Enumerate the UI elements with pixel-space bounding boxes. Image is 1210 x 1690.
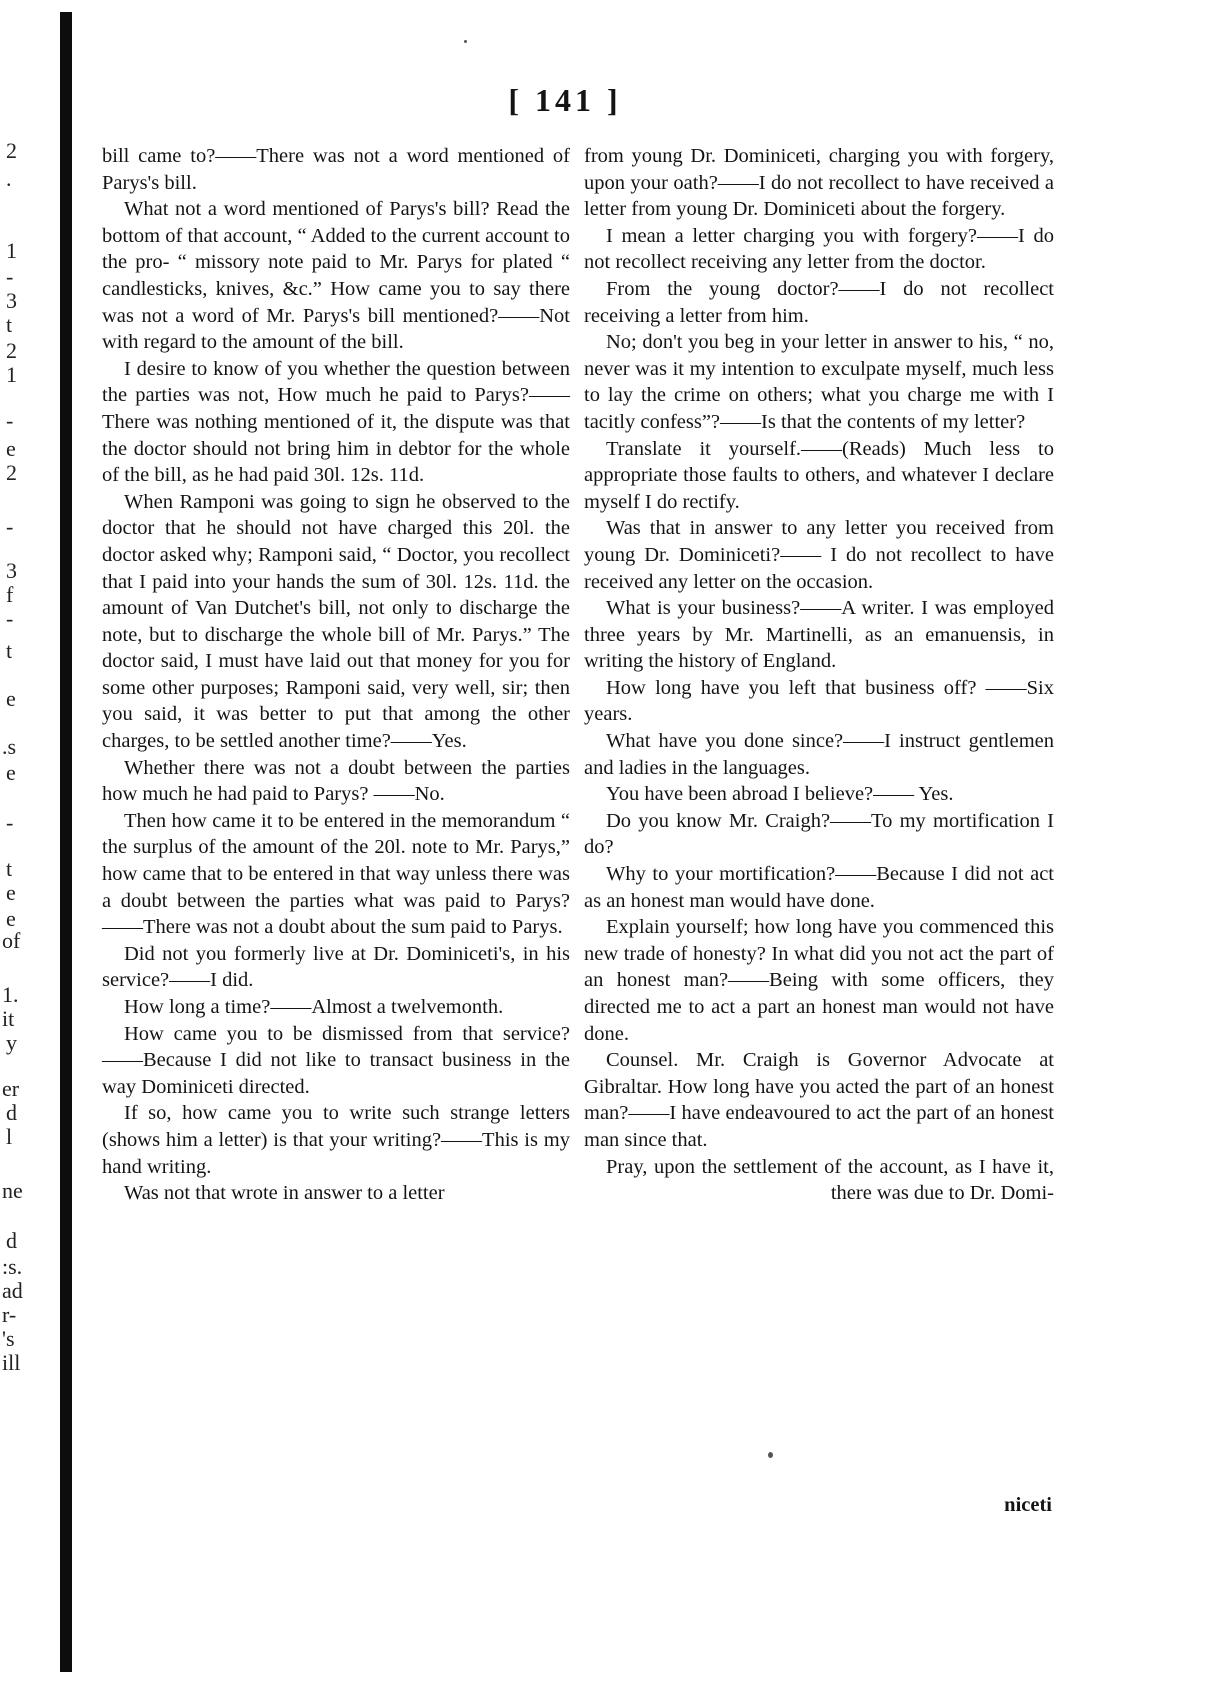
paragraph: Then how came it to be entered in the memorandum “ the surplus of the amount of the 20l. note to Mr. Parys,” how came that to be entered in that way unless there was a doubt between the parties what was paid to Parys?——There was not a doubt about the sum paid to Parys.	[102, 809, 570, 939]
paragraph: You have been abroad I believe?—— Yes.	[606, 783, 954, 806]
margin-fragment: 2	[6, 460, 17, 485]
binding-spine	[60, 12, 72, 1672]
margin-fragment: -	[6, 264, 14, 289]
margin-fragment: 3	[6, 288, 17, 313]
margin-fragment: e	[6, 436, 16, 461]
facing-page-margin	[0, 140, 50, 1580]
paragraph: From the young doctor?——I do not recollect receiving a letter from him.	[584, 277, 1054, 327]
paragraph: Counsel. Mr. Craigh is Governor Advocate at Gibraltar. How long have you acted the part of an honest man?——I have endeavoured to act the part of an honest man since that.	[584, 1049, 1054, 1151]
paragraph: bill came to?——There was not a word mentioned of Parys's bill.	[102, 145, 570, 194]
print-speck	[464, 40, 467, 43]
paragraph: Whether there was not a doubt between the parties how much he had paid to Parys? ——No.	[102, 756, 570, 806]
paragraph: Was that in answer to any letter you received from young Dr. Dominiceti?—— I do not recollect to have received any letter on the occasion.	[584, 517, 1054, 593]
paragraph: How long a time?——Almost a twelvemonth.	[124, 996, 504, 1018]
margin-fragment: e	[6, 906, 16, 931]
margin-fragment: .	[6, 166, 12, 191]
margin-fragment: of	[2, 928, 21, 953]
paragraph: No; don't you beg in your letter in answer to his, “ no, never was it my intention to exculpate myself, much less to lay the crime on others; what you charge me with I tacitly confess”?——Is that the contents of my letter?	[584, 331, 1054, 433]
margin-fragment: 2	[6, 138, 17, 163]
margin-fragment: :s.	[2, 1254, 23, 1279]
margin-fragment: 3	[6, 558, 17, 583]
paragraph: When Ramponi was going to sign he observed to the doctor that he should not have charged this 20l. the doctor asked why; Ramponi said, “ Doctor, you recollect that I paid into your hands the sum of 30l. 12s. 11d. the amount of Van Dutchet's bill, not only to discharge the note, but to discharge the whole bill of Mr. Parys.” The doctor said, I must have laid out that money for you for some other purposes; Ramponi said, very well, sir; then you said, it was better to put that among the other charges, to be settled another time?——Yes.	[102, 490, 570, 753]
margin-fragment: f	[6, 582, 14, 607]
paragraph: Did not you formerly live at Dr. Dominiceti's, in his service?——I did.	[102, 942, 570, 992]
paragraph: How came you to be dismissed from that service?——Because I did not like to transact business in the way Dominiceti directed.	[102, 1022, 570, 1098]
paragraph: I mean a letter charging you with forgery?——I do not recollect receiving any letter from the doctor.	[584, 224, 1054, 274]
paragraph: Pray, upon the settlement of the account, as I have it, there was due to Dr. Domi-	[606, 1155, 1054, 1205]
margin-fragment: l	[6, 1124, 13, 1149]
paragraph: from young Dr. Dominiceti, charging you with forgery, upon your oath?——I do not recollect to have received a letter from young Dr. Dominiceti about the forgery.	[584, 145, 1054, 221]
paragraph: If so, how came you to write such strange letters (shows him a letter) is that your writing?——This is my hand writing.	[102, 1102, 570, 1178]
margin-fragment: e	[6, 880, 16, 905]
margin-fragment: -	[6, 408, 14, 433]
print-speck	[768, 1452, 773, 1458]
margin-fragment: e	[6, 760, 16, 785]
paragraph: Translate it yourself.——(Reads) Much less to appropriate those faults to others, and whatever I declare myself I do rectify.	[584, 437, 1054, 513]
margin-fragment: e	[6, 686, 16, 711]
margin-fragment: ill	[2, 1350, 21, 1375]
margin-fragment: 1	[6, 238, 17, 263]
margin-fragment: y	[6, 1030, 17, 1055]
margin-fragment: -	[6, 514, 14, 539]
paragraph: Why to your mortification?——Because I did not act as an honest man would have done.	[584, 863, 1054, 912]
paragraph: Explain yourself; how long have you commenced this new trade of honesty? In what did you not act the part of an honest man?——Being with some officers, they directed me to act a part an honest man would not have done.	[584, 916, 1054, 1045]
paragraph: Was not that wrote in answer to a letter	[124, 1182, 445, 1205]
paragraph: I desire to know of you whether the question between the parties was not, How much he paid to Parys?——There was nothing mentioned of it, the dispute was that the doctor should not bring him in debtor for the whole of the bill, as he had paid 30l. 12s. 11d.	[102, 357, 570, 487]
paragraph: What not a word mentioned of Parys's bill? Read the bottom of that account, “ Added to the current account to the pro- “ missory note paid to Mr. Parys for plated “ candlesticks, knives, &c.” How came you to say there was not a word of Mr. Parys's bill mentioned?——Not with regard to the amount of the bill.	[102, 198, 570, 354]
margin-fragment: 1	[6, 362, 17, 387]
page-number: [ 141 ]	[508, 82, 622, 118]
paragraph: What have you done since?——I instruct gentlemen and ladies in the languages.	[584, 730, 1054, 779]
paragraph: What is your business?——A writer. I was employed three years by Mr. Martinelli, as an emanuensis, in writing the history of England.	[584, 597, 1054, 673]
margin-fragment: d	[6, 1100, 17, 1125]
margin-fragment: er	[2, 1076, 20, 1101]
margin-fragment: t	[6, 856, 13, 881]
margin-fragment: it	[2, 1006, 15, 1031]
right-column	[584, 143, 1054, 1207]
margin-fragment: 1.	[2, 982, 19, 1007]
margin-fragment: 's	[2, 1326, 15, 1351]
margin-fragment: 2	[6, 338, 17, 363]
margin-fragment: d	[6, 1228, 17, 1253]
margin-fragment: -	[6, 810, 14, 835]
margin-fragment: ad	[2, 1278, 23, 1303]
margin-fragment: -	[6, 606, 14, 631]
margin-fragment: t	[6, 638, 13, 663]
paragraph: How long have you left that business off? ——Six years.	[584, 676, 1054, 726]
margin-fragment: .s	[2, 734, 17, 759]
paragraph: Do you know Mr. Craigh?——To my mortification I do?	[584, 809, 1054, 859]
catchword: niceti	[1004, 1494, 1052, 1516]
margin-fragment: t	[6, 312, 13, 337]
left-column	[102, 143, 570, 1207]
margin-fragment: ne	[2, 1178, 23, 1203]
margin-fragment: r-	[2, 1302, 17, 1327]
